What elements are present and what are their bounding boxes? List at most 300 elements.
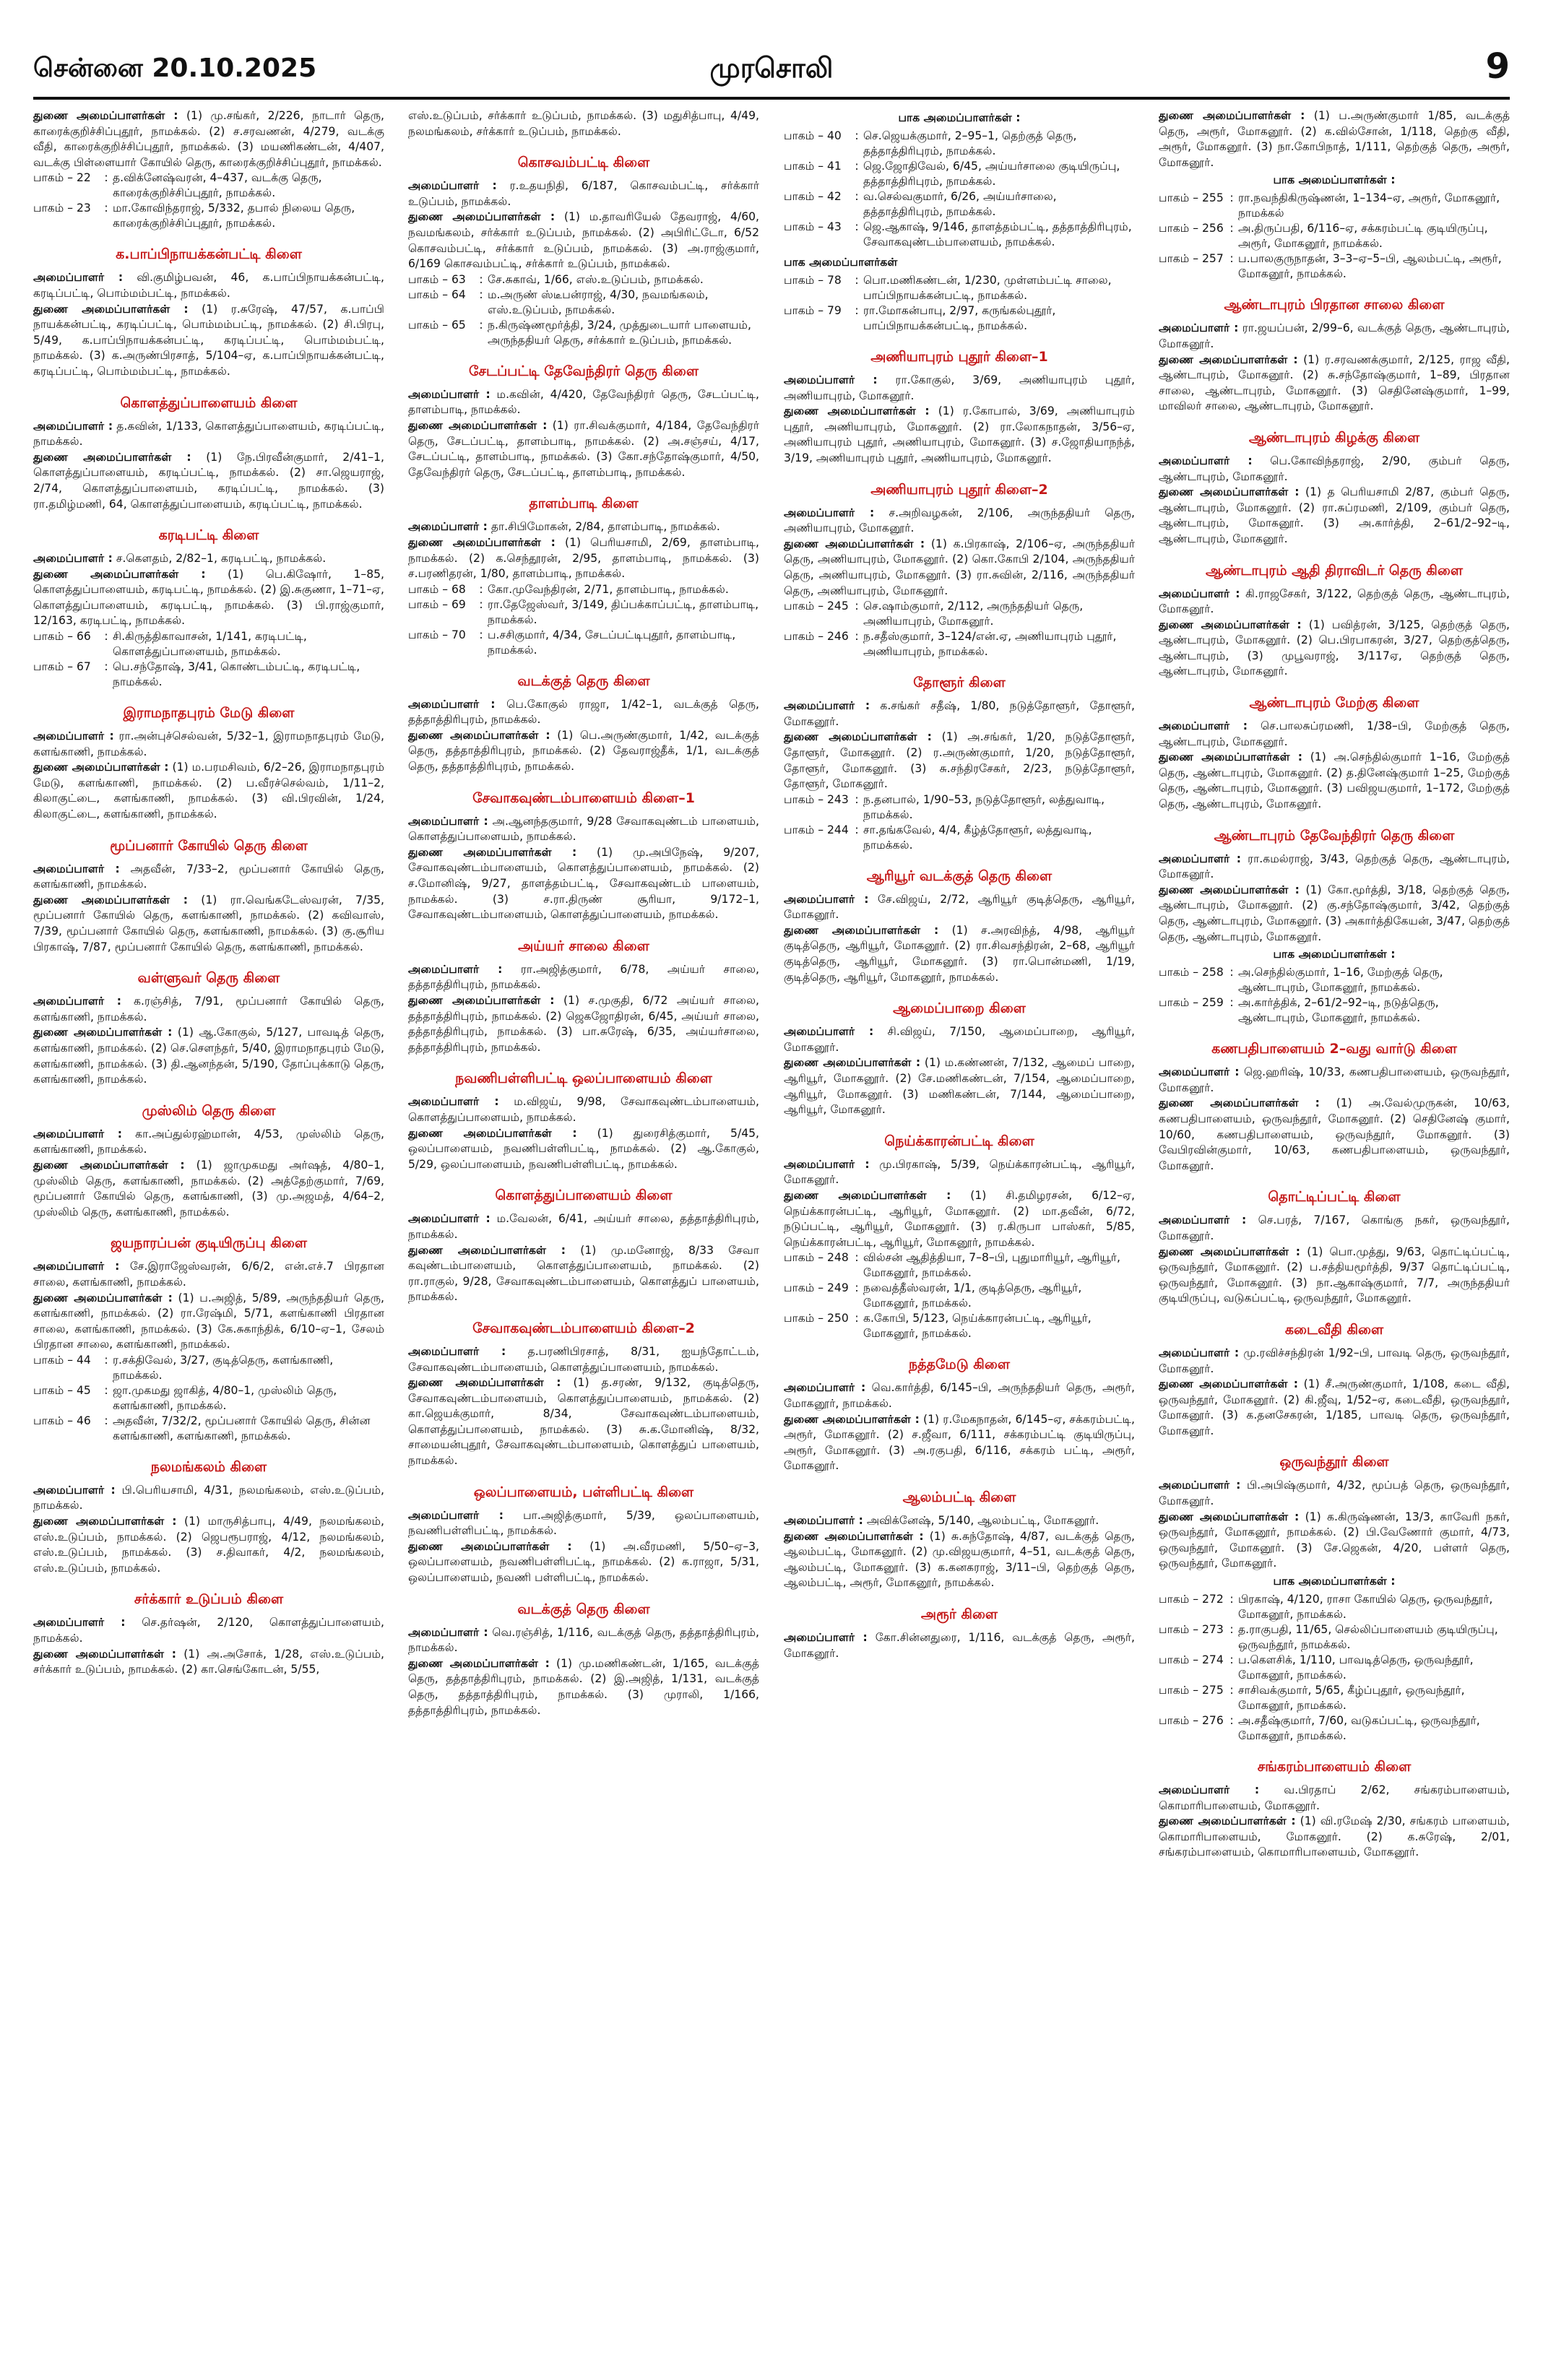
entry-text: (1) ஜாமுகமது அர்ஷத், 4/80–1, முஸ்லிம் தெரு, களங்காணி, நாமக்கல். (2) அத்தேற்குமார், 7/69, மூப்பனார் கோயில் தெரு, களங்காணி, (3) மு.அஜமத், 4/64–2, முஸ்லிம் தெரு, களங்காணி, நாமக்கல். <box>33 1158 384 1219</box>
entry-text: அ.ஆனந்தகுமார், 9/28 சேவாகவுண்டம் பாளையம், கொளத்துப்பாளையம், நாமக்கல். <box>408 814 759 844</box>
booth-row <box>408 628 759 658</box>
entry-text: (1) ரா.வெங்கடேஸ்வரன், 7/35, மூப்பனார் கோயில் தெரு, களங்காணி, நாமக்கல். (2) கவிவாஸ், 7/39, மூப்பனார் கோயில் தெரு, களங்காணி, நாமக்கல். (3) கு.சூரிய பிரகாஷ், 7/87, மூப்பனார் கோயில் தெரு, களங்காணி, நாமக்கல். <box>33 893 384 953</box>
booth-organisers-table <box>1159 965 1510 1026</box>
booth-person: அதவீன், 7/32/2, மூப்பனார் கோயில் தெரு, சின்ன களங்காணி, களங்காணி, நாமக்கல். <box>113 1414 371 1442</box>
role-label: துணை அமைப்பாளர்கள் : <box>1159 1245 1300 1258</box>
booth-person: அ.திருப்பதி, 6/116–ஏ, சக்கரம்பட்டி குடியிருப்பு, அரூர், மோகனூர், நாமக்கல். <box>1238 222 1488 251</box>
booth-separator: : <box>855 274 859 287</box>
organiser-entry <box>784 1157 1135 1188</box>
booth-row <box>784 129 1135 159</box>
booth-separator: : <box>855 600 859 613</box>
role-label: துணை அமைப்பாளர்கள் : <box>408 1656 550 1670</box>
entry-text: கோ.சின்னதுரை, 1/116, வடக்குத் தெரு, அரூர், மோகனூர். <box>784 1630 1135 1660</box>
booth-person: ப.சசிகுமார், 4/34, சேடப்பட்டிபுதூர், தாளம்பாடி, நாமக்கல். <box>488 628 736 657</box>
role-label: துணை அமைப்பாளர்கள் : <box>33 450 191 464</box>
deputy-organisers-entry <box>408 845 759 923</box>
entry-text: வி.குமிழ்பவன், 46, க.பாப்பிநாயக்கன்பட்டி, கரடிப்பட்டி, பொம்மம்பட்டி, நாமக்கல். <box>33 271 384 300</box>
entry-text: பெ.கோவிந்தராஜ், 2/90, கும்பர் தெரு, ஆண்டாபுரம், மோகனூர். <box>1159 454 1510 483</box>
booth-separator: : <box>855 304 859 317</box>
role-label: அமைப்பாளர் : <box>33 419 113 433</box>
entry-text: (1) க.கிருஷ்ணன், 13/3, காவேரி நகர், ஒருவந்தூர், மோகனூர், நாமக்கல். (2) பி.வேணோர் குமார், 4/73, ஒருவந்தூர், மோகனூர். (3) சே.ஜெகன், 4/20, பள்ளர் தெரு, ஒருவந்தூர், மோகனூர். <box>1159 1510 1510 1570</box>
organiser-entry <box>33 729 384 760</box>
organiser-entry <box>408 1211 759 1242</box>
booth-row <box>1159 965 1510 995</box>
branch-heading: அரூர் கிளை <box>920 1606 998 1622</box>
role-label: அமைப்பாளர் : <box>1159 1783 1260 1797</box>
booth-separator: : <box>104 202 108 215</box>
booth-separator: : <box>479 628 483 641</box>
booth-separator: : <box>1229 1593 1234 1606</box>
booth-row <box>408 597 759 628</box>
deputy-organisers-entry <box>784 923 1135 985</box>
organiser-entry <box>784 1513 1135 1529</box>
organiser-entry <box>1159 1346 1510 1377</box>
branch-section <box>33 527 384 690</box>
continued-text: எஸ்.உடுப்பம், சர்க்கார் உடுப்பம், நாமக்கல். (3) மதுசித்பாபு, 4/49, நலமங்கலம், சர்க்கார் உடுப்பம், நாமக்கல். <box>408 109 759 138</box>
organiser-entry <box>33 551 384 567</box>
role-label: துணை அமைப்பாளர்கள் : <box>1159 618 1302 631</box>
booth-organisers-table <box>33 629 384 690</box>
role-label: அமைப்பாளர் : <box>33 552 113 566</box>
branch-section <box>784 1606 1135 1661</box>
entry-text: (1) பெ.கிஷோர், 1–85, கொளத்துப்பாளையம், கரடிபட்டி, நாமக்கல். (2) இ.சுகுணா, 1–71–ஏ, கொளத்துப்பாளையம், கரடிபட்டி, நாமக்கல். (3) பி.ராஜ்குமார், 12/163, கரடிபட்டி, நாமக்கல். <box>33 567 384 628</box>
branch-section <box>33 1591 384 1677</box>
branch-heading: அய்யர் சாலை கிளை <box>518 938 649 954</box>
deputy-organisers-entry <box>408 1539 759 1586</box>
booth-separator: : <box>1229 1653 1234 1667</box>
entry-text: (1) அ.வீரமணி, 5/50–ஏ–3, ஒலப்பாளையம், நவணிபள்ளிபட்டி, நாமக்கல். (2) க.ராஜா, 5/31, ஒலப்பாளையம், நவணி பள்ளிபட்டி, நாமக்கல். <box>408 1539 759 1585</box>
role-label: துணை அமைப்பாளர்கள் : <box>784 1056 921 1070</box>
entry-text: (1) க.பிரகாஷ், 2/106–ஏ, அருந்ததியர் தெரு, அணியாபுரம், மோகனூர். (2) கொ.கோபி 2/104, அருந்ததியர் தெரு, அணியாபுரம், மோகனூர். (3) ரா.சுவின், 2/116, அருந்ததியர் தெரு, அணியாபுரம், மோகனூர். <box>784 537 1135 597</box>
booth-number: பாகம் – 46 <box>33 1414 91 1427</box>
role-label: அமைப்பாளர் : <box>408 1625 488 1639</box>
booth-person: வ.செல்வகுமார், 6/26, அய்யர்சாலை, தத்தாத்திரிபுரம், நாமக்கல். <box>863 190 1057 218</box>
branch-section <box>784 1356 1135 1474</box>
column-2 <box>408 108 759 2355</box>
booth-number: பாகம் – 22 <box>33 171 91 185</box>
branch-heading: தோளூர் கிளை <box>913 675 1006 691</box>
deputy-organisers-entry <box>33 567 384 629</box>
deputy-organisers-entry <box>408 535 759 582</box>
booth-row <box>1159 995 1510 1026</box>
entry-text: (1) த பெரியசாமி 2/87, கும்பர் தெரு, ஆண்டாபுரம், மோகனூர். (2) ரா.சுப்ரமணி, 2/109, கும்பர் தெரு, ஆண்டாபுரம், மோகனூர். (3) அ.கார்த்தி, 2–61/2–92–டி, ஆண்டாபுரம், மோகனூர். <box>1159 485 1510 545</box>
page-number: 9 <box>1485 46 1510 87</box>
entry-text: செ.பாலசுப்ரமணி, 1/38–பி, மேற்குத் தெரு, ஆண்டாபுரம், மோகனூர். <box>1159 719 1510 748</box>
branch-section <box>408 495 759 657</box>
entry-text: த.பரணிபிரசாத், 8/31, ஐயந்தோட்டம், சேவாகவுண்டம்பாளையம், கொளத்துப்பாளையம், நாமக்கல். <box>408 1344 759 1374</box>
branch-heading: சங்கரம்பாளையம் கிளை <box>1257 1759 1412 1775</box>
branch-heading: தொட்டிப்பட்டி கிளை <box>1268 1189 1401 1206</box>
organiser-entry <box>408 387 759 418</box>
booth-organisers-table <box>784 792 1135 853</box>
entry-text: (1) மு.மணிகண்டன், 1/165, வடக்குத் தெரு, தத்தாத்திரிபுரம், நாமக்கல். (2) இ.அஜித், 1/131, வடக்குத் தெரு, தத்தாத்திரிபுரம், நாமக்கல். (3) முராலி, 1/166, தத்தாத்திரிபுரம், நாமக்கல். <box>408 1656 759 1717</box>
branch-heading: வடக்குத் தெரு கிளை <box>517 1601 650 1617</box>
organiser-entry <box>408 814 759 845</box>
role-label: அமைப்பாளர் : <box>1159 1346 1240 1359</box>
role-label: அமைப்பாளர் : <box>784 506 875 519</box>
entry-text: (1) மு.அபிநேஷ், 9/207, சேவாகவுண்டம்பாளையம், கொளத்துப்பாளையம், நாமக்கல். (2) ச.மோனிஷ், 9/27, தாளத்தம்பட்டி, சேவாகவுண்டம் பாளையம், நாமக்கல். (3) ச.ரா.திருண் சூரியா, 9/172–1, சேவாகவுண்டம்பாளையம், கொளத்துப்பாளையம், நாமக்கல். <box>408 845 759 922</box>
booth-person: ஜெ.ஆகாஷ், 9/146, தாளத்தம்பட்டி, தத்தாத்திரிபுரம், சேவாகவுண்டம்பாளையம், நாமக்கல். <box>863 220 1132 248</box>
role-label: துணை அமைப்பாளர்கள் : <box>784 404 930 418</box>
role-label: அமைப்பாளர் : <box>33 862 120 875</box>
entry-text: (1) பெரியசாமி, 2/69, தாளம்பாடி, நாமக்கல். (2) க.செந்தூரன், 2/95, தாளம்பாடி, நாமக்கல். (3) ச.பரணிதரன், 1/80, தாளம்பாடி, நாமக்கல். <box>408 535 759 581</box>
organiser-entry <box>33 1259 384 1290</box>
booth-row <box>408 582 759 597</box>
entry-text: (1) துரைசித்குமார், 5/45, ஒலப்பாளையம், நவணிபள்ளிபட்டி, நாமக்கல். (2) ஆ.கோகுல், 5/29, ஒலப்பாளையம், நவணிபள்ளிபட்டி, நாமக்கல். <box>408 1126 759 1171</box>
branch-heading: அணியாபுரம் புதூர் கிளை–1 <box>870 349 1048 365</box>
organiser-entry <box>33 862 384 893</box>
branch-heading: ஒருவந்தூர் கிளை <box>1279 1454 1389 1471</box>
booth-person: ரா.மோகன்பாபு, 2/97, கருங்கல்புதூர், பாப்பிநாயக்கன்பட்டி, நாமக்கல். <box>863 304 1056 332</box>
deputy-organisers-entry <box>33 1025 384 1087</box>
branch-section <box>1159 296 1510 415</box>
branch-section <box>408 1070 759 1172</box>
booth-row <box>784 823 1135 853</box>
branch-heading: ஆரியூர் வடக்குத் தெரு கிளை <box>866 867 1053 884</box>
branch-section <box>784 867 1135 986</box>
role-label: துணை அமைப்பாளர்கள் : <box>408 1376 561 1390</box>
booth-number: பாகம் – 78 <box>784 274 842 287</box>
role-label: அமைப்பாளர் : <box>1159 587 1240 600</box>
booth-number: பாகம் – 274 <box>1159 1653 1224 1667</box>
entry-text: (1) ர.சரவணக்குமார், 2/125, ராஜ வீதி, ஆண்டாபுரம், மோகனூர். (2) சு.சந்தோஷ்குமார், 1–89, பிரதான சாலை, ஆண்டாபுரம், மோகனூர். (3) செதினேஷ்குமார், 1–99, மாவிலர் சாலை, ஆண்டாபுரம், மோகனூர். <box>1159 352 1510 413</box>
booth-person: சா.தங்கவேல், 4/4, கீழ்த்தோளூர், லத்துவாடி, நாமக்கல். <box>863 823 1092 852</box>
entry-text: ச.கௌதம், 2/82–1, கரடிபட்டி, நாமக்கல். <box>116 552 327 566</box>
booth-person: அ.கார்த்திக், 2–61/2–92–டி, நடுத்தெரு, ஆண்டாபுரம், மோகனூர், நாமக்கல். <box>1238 996 1439 1025</box>
branch-section <box>1159 827 1510 1026</box>
booth-person: சி.கிருத்திகாவாசன், 1/141, கரடிபட்டி, கொளத்துப்பாளையம், நாமக்கல். <box>113 630 307 659</box>
entry-text: க.ரஞ்சித், 7/91, மூப்பனார் கோயில் தெரு, களங்காணி, நாமக்கல். <box>33 995 384 1024</box>
entry-text: ரா.அன்புச்செல்வன், 5/32–1, இராமநாதபுரம் மேடு, களங்காணி, நாமக்கல். <box>33 730 384 758</box>
deputy-organisers-entry <box>784 1055 1135 1117</box>
entry-text: த.கவின், 1/133, கொளத்துப்பாளையம், கரடிப்பட்டி, நாமக்கல். <box>33 419 384 449</box>
deputy-organisers-entry <box>33 1291 384 1353</box>
branch-section <box>1159 1321 1510 1440</box>
booth-row <box>784 159 1135 189</box>
role-label: துணை அமைப்பாளர்கள் : <box>408 1243 566 1257</box>
entry-text: (1) ரா.சிவக்குமார், 4/184, தேவேந்திரர் தெரு, சேடப்பட்டி, தாளம்பாடி, நாமக்கல். (2) அ.சஞ்சய், 4/17, சேடப்பட்டி, தாளம்பாடி, நாமக்கல். (3) கோ.சந்தோஷ்குமார், 4/50, தேவேந்திரர் தெரு, சேடப்பட்டி, தாளம்பாடி, நாமக்கல். <box>408 418 759 479</box>
branch-section <box>408 1187 759 1305</box>
role-label: துணை அமைப்பாளர்கள் : <box>784 923 939 937</box>
branch-heading: ஆண்டாபுரம் கிழக்கு கிளை <box>1248 429 1420 446</box>
booth-organisers-heading: பாக அமைப்பாளர்கள் : <box>1273 173 1396 187</box>
entry-text: (1) பொ.முத்து, 9/63, தொட்டிப்பட்டி, ஒருவந்தூர், மோகனூர். (2) ப.சத்தியமூர்த்தி, 9/37 தொட்டிப்பட்டி, ஒருவந்தூர், மோகனூர். (3) நா.ஆகாஷ்குமார், 7/7, அருந்ததியர் குடியிருப்பு, வடுகப்பட்டி, ஒருவந்தூர், மோகனூர். <box>1159 1245 1510 1305</box>
role-label: துணை அமைப்பாளர்கள் : <box>408 418 548 432</box>
entry-text: அவிக்னேஷ், 5/140, ஆலம்பட்டி, மோகனூர். <box>866 1513 1099 1527</box>
entry-text: (1) மாருசித்பாபு, 4/49, நலமங்கலம், எஸ்.உடுப்பம், நாமக்கல். (2) ஜெபரூபராஜ், 4/12, நலமங்கலம், எஸ்.உடுப்பம், நாமக்கல். (3) ச.திவாகர், 4/2, நலமங்கலம், எஸ்.உடுப்பம், நாமக்கல். <box>33 1515 384 1575</box>
organiser-entry <box>33 270 384 301</box>
organiser-entry <box>33 1127 384 1158</box>
branch-heading: இராமநாதபுரம் மேடு கிளை <box>123 705 295 722</box>
organiser-entry <box>784 1024 1135 1055</box>
role-label: துணை அமைப்பாளர்கள் : <box>784 1189 951 1202</box>
branch-section <box>784 1000 1135 1118</box>
deputy-organisers-entry <box>408 1375 759 1469</box>
booth-row <box>784 1250 1135 1281</box>
deputy-organisers-entry <box>1159 485 1510 547</box>
role-label: அமைப்பாளர் : <box>784 1157 870 1171</box>
role-label: துணை அமைப்பாளர்கள் : <box>33 1515 177 1528</box>
branch-section <box>33 704 384 823</box>
branch-heading: ஜயநாரப்பன் குடியிருப்பு கிளை <box>111 1235 307 1252</box>
booth-separator: : <box>855 823 859 836</box>
booth-number: பாகம் – 41 <box>784 160 842 173</box>
deputy-organisers-entry <box>784 1412 1135 1474</box>
branch-section <box>1159 694 1510 813</box>
booth-row <box>33 201 384 231</box>
booth-number: பாகம் – 255 <box>1159 191 1224 205</box>
booth-number: பாகம் – 63 <box>408 272 466 286</box>
role-label: அமைப்பாளர் : <box>408 1508 504 1522</box>
organiser-entry <box>408 1508 759 1539</box>
entry-text: க.சங்கர் சதீஷ், 1/80, நடுத்தோளூர், தோளூர், மோகனூர். <box>784 699 1135 728</box>
booth-person: க.கோபி, 5/123, நெய்க்காரன்பட்டி, ஆரியூர், மோகனூர், நாமக்கல். <box>863 1312 1092 1341</box>
role-label: அமைப்பாளர் : <box>408 962 503 976</box>
booth-organisers-heading: பாக அமைப்பாளர்கள் : <box>1273 1575 1396 1588</box>
booth-separator: : <box>855 1281 859 1295</box>
organiser-entry <box>1159 1783 1510 1814</box>
branch-section <box>33 837 384 956</box>
booth-row <box>784 1281 1135 1311</box>
organiser-entry <box>1159 587 1510 618</box>
booth-person: அ.செந்தில்குமார், 1–16, மேற்குத் தெரு, ஆண்டாபுரம், மோகனூர், நாமக்கல். <box>1238 966 1443 995</box>
branch-heading: கொசவம்பட்டி கிளை <box>517 155 650 171</box>
role-label: துணை அமைப்பாளர்கள் : <box>408 535 556 549</box>
role-label: துணை அமைப்பாளர்கள் : <box>33 1647 176 1661</box>
role-label: துணை அமைப்பாளர்கள் : <box>1159 109 1305 122</box>
entry-text: மு.பிரகாஷ், 5/39, நெய்க்காரன்பட்டி, ஆரியூர், மோகனூர். <box>784 1157 1135 1187</box>
role-label: அமைப்பாளர் : <box>33 995 121 1008</box>
role-label: அமைப்பாளர் : <box>784 1630 868 1644</box>
entry-text: (1) ச.அரவிந்த், 4/98, ஆரியூர் குடித்தெரு, ஆரியூர், மோகனூர். (2) ரா.சிவசந்திரன், 2–68, ஆரியூர் குடித்தெரு, ஆரியூர், மோகனூர். (3) ரா.பொன்மணி, 1/19, குடித்தெரு, ஆரியூர், மோகனூர், நாமக்கல். <box>784 923 1135 984</box>
entry-text: (1) ஆ.கோகுல், 5/127, பாவடித் தெரு, களங்காணி, நாமக்கல். (2) செ.சௌந்தர், 5/40, இராமநாதபுரம் மேடு, களங்காணி, நாமக்கல். (3) தி.ஆனந்தன், 5/190, தோப்புக்காடு தெரு, களங்காணி, நாமக்கல். <box>33 1026 384 1086</box>
branch-section <box>784 110 1135 250</box>
booth-separator: : <box>855 220 859 233</box>
booth-person: வில்சன் ஆதித்தியா, 7–8–பி, புதுமாரியூர், ஆரியூர், மோகனூர், நாமக்கல். <box>863 1251 1120 1280</box>
entry-text: (1) பெ.அருண்குமார், 1/42, வடக்குத் தெரு, தத்தாத்திரிபுரம், நாமக்கல். (2) தேவராஜ்தீக், 1/1, வடக்குத் தெரு, தத்தாத்திரிபுரம், நாமக்கல். <box>408 728 759 774</box>
booth-number: பாகம் – 273 <box>1159 1623 1224 1637</box>
entry-text: ம.விஜய், 9/98, சேவாகவுண்டம்பாளையம், கொளத்துப்பாளையம், நாமக்கல். <box>408 1095 759 1124</box>
deputy-organisers-entry <box>33 450 384 512</box>
organiser-entry <box>408 697 759 728</box>
booth-person: பெ.சந்தோஷ், 3/41, கொண்டம்பட்டி, கரடிபட்டி, நாமக்கல். <box>113 660 360 689</box>
booth-separator: : <box>479 597 483 611</box>
deputy-organisers-entry <box>1159 1377 1510 1439</box>
branch-section <box>784 348 1135 467</box>
entry-text: கி.ராஜசேகர், 3/122, தெற்குத் தெரு, ஆண்டாபுரம், மோகனூர். <box>1159 587 1510 616</box>
organiser-entry <box>408 1094 759 1125</box>
booth-row <box>33 659 384 690</box>
role-label: துணை அமைப்பாளர்கள் : <box>1159 485 1300 499</box>
role-label: அமைப்பாளர் : <box>1159 1479 1241 1492</box>
role-label: துணை அமைப்பாளர்கள் : <box>1159 1377 1298 1391</box>
deputy-organisers-entry <box>408 209 759 272</box>
entry-text: சே.இராஜேஸ்வரன், 6/6/2, என்.எச்.7 பிரதான சாலை, களங்காணி, நாமக்கல். <box>33 1260 384 1289</box>
entry-text: (1) ர.மேகநாதன், 6/145–ஏ, சக்கரம்பட்டி, அரூர், மோகனூர். (2) ச.ஜீவா, 6/111, சக்கரம்பட்டி குடியிருப்பு, அரூர், மோகனூர். (3) அ.ரகுபதி, 6/116, சக்கரம் பட்டி, அரூர், மோகனூர். <box>784 1412 1135 1473</box>
column-1 <box>33 108 384 2355</box>
organiser-entry <box>33 419 384 450</box>
booth-person: அ.சதீஷ்குமார், 7/60, வடுகப்பட்டி, ஒருவந்தூர், மோகனூர், நாமக்கல். <box>1238 1714 1480 1743</box>
branch-heading: ஆண்டாபுரம் தேவேந்திரர் தெரு கிளை <box>1214 827 1455 844</box>
booth-person: ந.தனபால், 1/90–53, நடுத்தோளூர், லத்துவாடி, நாமக்கல். <box>863 792 1105 821</box>
branch-section <box>408 672 759 775</box>
deputy-organisers-entry <box>1159 618 1510 680</box>
booth-organisers-heading: பாக அமைப்பாளர்கள் <box>784 256 898 269</box>
booth-row <box>33 1383 384 1414</box>
branch-heading: நலமங்கலம் கிளை <box>150 1458 267 1475</box>
booth-separator: : <box>479 272 483 286</box>
entry-text: ர.உதயநிதி, 6/187, கொசவம்பட்டி, சர்க்கார் உடுப்பம், நாமக்கல். <box>408 179 759 208</box>
booth-separator: : <box>479 318 483 332</box>
booth-row <box>1159 191 1510 221</box>
branch-heading: ஆமைப்பாறை கிளை <box>893 1000 1026 1017</box>
booth-separator: : <box>104 630 108 644</box>
booth-row <box>408 318 759 348</box>
organiser-entry <box>784 892 1135 923</box>
booth-organisers-table <box>1159 191 1510 282</box>
role-label: அமைப்பாளர் : <box>33 1483 116 1497</box>
organiser-entry <box>33 1483 384 1514</box>
organiser-entry <box>33 994 384 1025</box>
entry-text: வெ.கார்த்தி, 6/145–பி, அருந்ததியர் தெரு, அரூர், மோகனூர், நாமக்கல். <box>784 1381 1135 1410</box>
branch-section <box>1159 1758 1510 1861</box>
organiser-entry <box>784 698 1135 730</box>
role-label: அமைப்பாளர் : <box>33 271 124 285</box>
branch-heading: நத்தமேடு கிளை <box>909 1356 1010 1373</box>
entry-text: (1) மு.சங்கர், 2/226, நாடார் தெரு, காரைக்குறிச்சிப்புதூர், நாமக்கல். (2) ச.சரவணன், 4/279, வடக்கு வீதி, காரைக்குறிச்சிப்புதூர், நாமக்கல். (3) மயணிகண்டன், 4/407, வடக்கு பிள்ளையார் கோயில் தெரு, காரைக்குறிச்சிப்புதூர், நாமக்கல். <box>33 109 384 169</box>
role-label: துணை அமைப்பாளர்கள் : <box>408 845 577 859</box>
entry-text: (1) அ.அசோக், 1/28, எஸ்.உடுப்பம், சர்க்கார் உடுப்பம், நாமக்கல். (2) கா.செங்கோடன், 5/55, <box>33 1647 384 1676</box>
entry-text: மு.ரவிச்சந்திரன் 1/92–பி, பாவடி தெரு, ஒருவந்தூர், மோகனூர். <box>1159 1346 1510 1375</box>
booth-number: பாகம் – 275 <box>1159 1684 1224 1697</box>
organiser-entry <box>33 1615 384 1646</box>
deputy-organisers-entry <box>408 1656 759 1718</box>
booth-organisers-table <box>784 129 1135 250</box>
branch-heading: சேடப்பட்டி தேவேந்திரர் தெரு கிளை <box>469 363 699 379</box>
entry-text: தா.சிபிமோகன், 2/84, தாளம்பாடி, நாமக்கல். <box>490 520 720 534</box>
booth-organisers-table <box>33 170 384 231</box>
entry-text: (1) ச.முகுதி, 6/72 அய்யர் சாலை, தத்தாத்திரிபுரம், நாமக்கல். (2) ஜெகஜோதிரன், 6/45, அய்யர் சாலை, தத்தாத்திரிபுரம், நாமக்கல். (3) பா.சுரேஷ், 6/35, அய்யர்சாலை, தத்தாத்திரிபுரம், நாமக்கல். <box>408 994 759 1054</box>
booth-person: செ.ஜெயக்குமார், 2–95–1, தெற்குத் தெரு, தத்தாத்திரிபுரம், நாமக்கல். <box>863 129 1077 157</box>
branch-section <box>33 394 384 513</box>
booth-organisers-table <box>408 272 759 348</box>
branch-heading: கொளத்துப்பாளையம் கிளை <box>120 394 298 411</box>
booth-number: பாகம் – 249 <box>784 1281 849 1295</box>
booth-row <box>1159 221 1510 251</box>
booth-separator: : <box>855 1312 859 1325</box>
branch-section <box>33 1102 384 1221</box>
role-label: அமைப்பாளர் : <box>1159 719 1248 733</box>
role-label: அமைப்பாளர் : <box>784 892 869 906</box>
branch-section <box>1159 429 1510 548</box>
branch-section <box>33 969 384 1088</box>
booth-person: சாசிவக்குமார், 5/65, கீழ்ப்புதூர், ஒருவந்தூர், மோகனூர், நாமக்கல். <box>1238 1684 1465 1713</box>
branch-section <box>1159 1188 1510 1307</box>
organiser-entry <box>784 1630 1135 1661</box>
role-label: துணை அமைப்பாளர்கள் : <box>33 302 189 316</box>
entry-text: (1) அ.செந்தில்குமார் 1–16, மேற்குத் தெரு, ஆண்டாபுரம், மோகனூர். (2) த.தினேஷ்குமார் 1–25, மேற்குத் தெரு, ஆண்டாபுரம், மோகனூர். (3) பவிஜயகுமார், 1–172, மேற்குத் தெரு, ஆண்டாபுரம், மோகனூர். <box>1159 750 1510 811</box>
booth-person: மா.கோவிந்தராஜ், 5/332, தபால் நிலைய தெரு, காரைக்குறிச்சிப்புதூர், நாமக்கல். <box>113 202 355 230</box>
entry-text: ச.அறிவழகன், 2/106, அருந்ததியர் தெரு, அணியாபுரம், மோகனூர். <box>784 506 1135 535</box>
deputy-organisers-entry <box>1159 1510 1510 1572</box>
organiser-entry <box>1159 852 1510 883</box>
role-label: துணை அமைப்பாளர்கள் : <box>408 210 556 224</box>
role-label: துணை அமைப்பாளர்கள் : <box>1159 1814 1296 1828</box>
booth-person: நவைத்தீஸ்வரன், 1/1, குடித்தெரு, ஆரியூர், மோகனூர், நாமக்கல். <box>863 1281 1082 1310</box>
booth-separator: : <box>855 792 859 806</box>
deputy-organisers-entry <box>33 1158 384 1220</box>
role-label: அமைப்பாளர் : <box>408 1095 499 1109</box>
role-label: அமைப்பாளர் : <box>784 373 878 386</box>
entry-text: (1) நே.பிரவீன்குமார், 2/41–1, கொளத்துப்பாளையம், கரடிப்பட்டி, நாமக்கல். (2) சா.ஜெயராஜ், 2/74, கொளத்துப்பாளையம், கரடிப்பட்டி, நாமக்கல். (3) ரா.தமிழ்மணி, 64, கொளத்துப்பாளையம், கரடிப்பட்டி, நாமக்கல். <box>33 450 384 511</box>
branch-section <box>33 1458 384 1577</box>
organiser-entry <box>408 962 759 993</box>
booth-separator: : <box>1229 996 1234 1010</box>
entry-text: ஜெ.ஹரிஷ், 10/33, கணபதிபாளையம், ஒருவந்தூர், மோகனூர். <box>1159 1065 1510 1094</box>
booth-separator: : <box>1229 1623 1234 1637</box>
organiser-entry <box>784 506 1135 537</box>
role-label: துணை அமைப்பாளர்கள் : <box>33 1158 185 1172</box>
booth-number: பாகம் – 250 <box>784 1312 849 1325</box>
booth-person: ப.கௌசிக், 1/110, பாவடித்தெரு, ஒருவந்தூர், மோகனூர், நாமக்கல். <box>1238 1653 1474 1682</box>
deputy-organisers-entry <box>784 1188 1135 1250</box>
entry-text: (1) ம.கண்ணன், 7/132, ஆமைப் பாறை, ஆரியூர், மோகனூர். (2) சே.மணிகண்டன், 7/154, ஆமைப்பாறை, ஆரியூர், மோகனூர். (3) மணிகண்டன், 7/144, ஆமைப்பாறை, ஆரியூர், மோகனூர். <box>784 1056 1135 1117</box>
entry-text: (1) ம.தாவரியேல் தேவராஜ், 4/60, நவமங்கலம், சர்க்கார் உடுப்பம், நாமக்கல். (2) அபிரிட்டோ, 6/52 கொசவம்பட்டி, சர்க்கார் உடுப்பம், நாமக்கல். (3) அ.ராஜ்குமார், 6/169 கொசவம்பட்டி, சர்க்கார் உடுப்பம், நாமக்கல். <box>408 210 759 271</box>
booth-separator: : <box>855 1251 859 1265</box>
booth-row <box>784 629 1135 659</box>
role-label: அமைப்பாளர் : <box>784 699 870 713</box>
entry-text: (1) ர.கோபால், 3/69, அணியாபுரம் புதூர், அணியாபுரம், மோகனூர். (2) ரா.லோகநாதன், 3/56–ஏ, அணியாபுரம் புதூர், அணியாபுரம், மோகனூர். (3) ச.ஜோதியாநந்த், 3/19, அணியாபுரம் புதூர், அணியாபுரம், மோகனூர். <box>784 404 1135 464</box>
role-label: அமைப்பாளர் : <box>1159 454 1253 467</box>
booth-row <box>784 273 1135 303</box>
entry-text: ரா.கோகுல், 3/69, அணியாபுரம் புதூர், அணியாபுரம், மோகனூர். <box>784 373 1135 402</box>
role-label: துணை அமைப்பாளர்கள் : <box>408 1539 572 1553</box>
booth-separator: : <box>479 582 483 596</box>
branch-section <box>784 1489 1135 1591</box>
booth-separator: : <box>479 287 483 301</box>
branch-heading: நெய்க்காரன்பட்டி கிளை <box>884 1133 1034 1149</box>
booth-organisers-heading: பாக அமைப்பாளர்கள் : <box>898 111 1021 124</box>
article-columns <box>33 108 1510 2355</box>
entry-text: (1) சி.தமிழரசன், 6/12–ஏ, நெய்க்காரன்பட்டி, ஆரியூர், மோகனூர். (2) மா.தவீன், 6/72, நடுப்பட்டி, ஆரியூர், மோகனூர். (3) ர.கிருபா பாஸ்கர், 5/85, நெய்க்காரன்பட்டி, ஆரியூர், மோகனூர், நாமக்கல். <box>784 1189 1135 1249</box>
role-label: அமைப்பாளர் : <box>408 1212 490 1226</box>
booth-person: ர.சக்திவேல், 3/27, குடித்தெரு, களங்காணி, நாமக்கல். <box>113 1353 334 1382</box>
booth-number: பாகம் – 258 <box>1159 966 1224 979</box>
booth-person: த.விக்னேஷ்வரன், 4–437, வடக்கு தெரு, காரைக்குறிச்சிப்புதூர், நாமக்கல். <box>113 171 322 200</box>
role-label: அமைப்பாளர் : <box>784 1025 874 1039</box>
issue-date: சென்னை 20.10.2025 <box>33 53 317 83</box>
branch-heading: ஆலம்பட்டி கிளை <box>902 1489 1016 1505</box>
role-label: துணை அமைப்பாளர்கள் : <box>1159 750 1302 764</box>
booth-row <box>1159 1713 1510 1744</box>
organiser-entry <box>408 519 759 535</box>
booth-number: பாகம் – 246 <box>784 630 849 644</box>
branch-heading: வடக்குத் தெரு கிளை <box>517 672 650 689</box>
role-label: துணை அமைப்பாளர்கள் : <box>33 109 178 122</box>
branch-section <box>408 1601 759 1719</box>
branch-heading: சேவாகவுண்டம்பாளையம் கிளை–2 <box>472 1320 695 1336</box>
deputy-organisers-entry <box>408 728 759 775</box>
role-label: துணை அமைப்பாளர்கள் : <box>784 1529 924 1543</box>
booth-separator: : <box>104 171 108 185</box>
booth-number: பாகம் – 70 <box>408 628 466 641</box>
booth-separator: : <box>104 660 108 674</box>
booth-number: பாகம் – 64 <box>408 287 466 301</box>
booth-row <box>33 629 384 659</box>
role-label: துணை அமைப்பாளர்கள் : <box>33 567 206 581</box>
booth-row <box>1159 1653 1510 1683</box>
booth-separator: : <box>855 129 859 142</box>
